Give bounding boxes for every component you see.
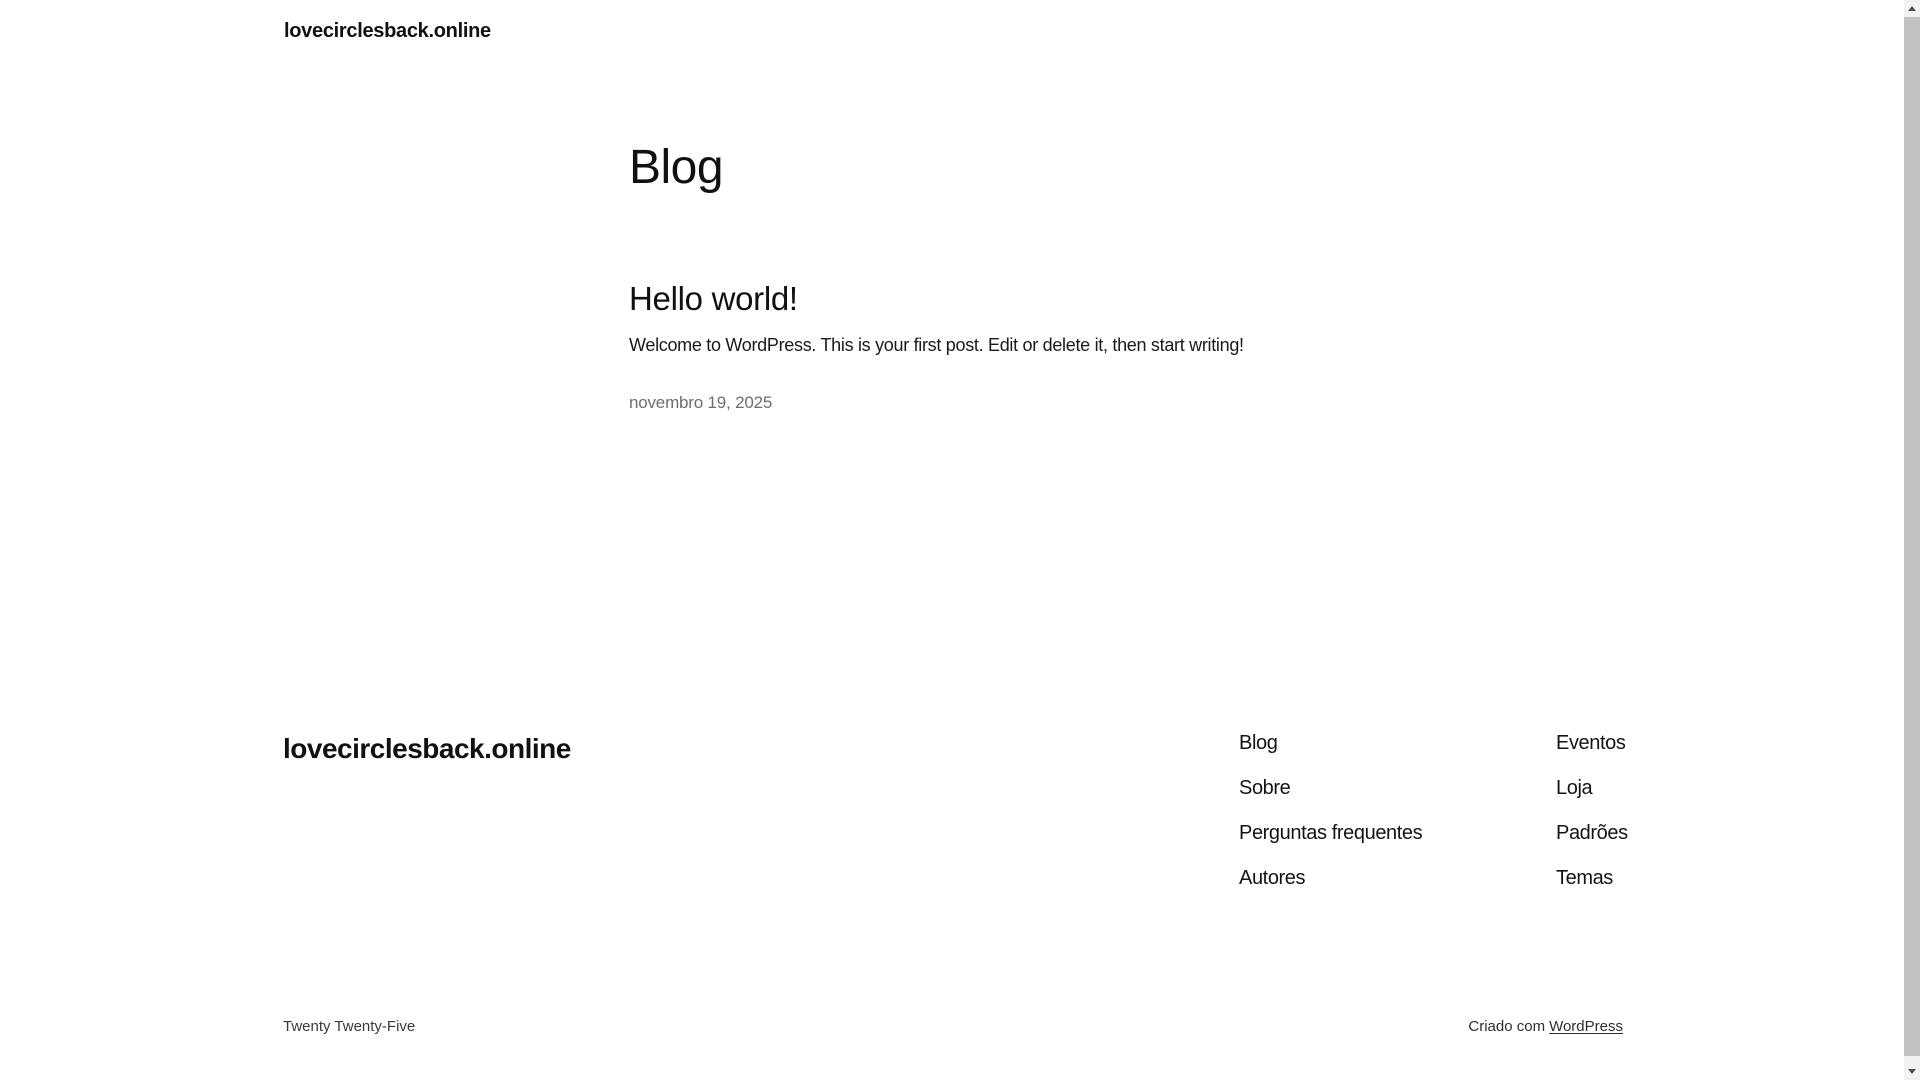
theme-credit: Twenty Twenty-Five: [283, 1018, 416, 1035]
footer-nav-autores[interactable]: Autores: [1239, 867, 1306, 889]
page-title: Blog: [629, 141, 724, 194]
vertical-scrollbar[interactable]: [1904, 0, 1920, 1080]
footer-nav-blog[interactable]: Blog: [1239, 732, 1278, 754]
scroll-up-icon: [1908, 6, 1916, 11]
post-title: [629, 282, 798, 315]
footer-nav-column-1: [1239, 733, 1422, 888]
built-with-prefix: Criado com: [1468, 1018, 1546, 1035]
footer-nav-column-2: [1556, 733, 1628, 888]
post-date: novembro 19, 2025: [629, 393, 773, 412]
wordpress-link[interactable]: WordPress: [1549, 1018, 1623, 1035]
post-excerpt: Welcome to WordPress. This is your first post. Edit or delete it, then start writing!: [629, 335, 1244, 355]
scrollbar-thumb[interactable]: [1904, 17, 1920, 1056]
site-title-link[interactable]: lovecirclesback.online: [284, 20, 491, 42]
built-with-credit: [1468, 1019, 1623, 1034]
footer-nav-loja[interactable]: Loja: [1556, 777, 1593, 799]
footer-nav-perguntas[interactable]: Perguntas frequentes: [1239, 822, 1423, 844]
post-title-link[interactable]: Hello world!: [629, 280, 798, 317]
footer-nav-padroes[interactable]: Padrões: [1556, 822, 1628, 844]
scroll-down-icon: [1908, 1069, 1916, 1074]
footer-nav-eventos[interactable]: Eventos: [1556, 732, 1626, 754]
footer-site-title-link[interactable]: lovecirclesback.online: [283, 733, 571, 764]
footer-nav-sobre[interactable]: Sobre: [1239, 777, 1291, 799]
scroll-down-button[interactable]: [1904, 1063, 1920, 1080]
scroll-up-button[interactable]: [1904, 0, 1920, 17]
footer-nav-temas[interactable]: Temas: [1556, 867, 1613, 889]
